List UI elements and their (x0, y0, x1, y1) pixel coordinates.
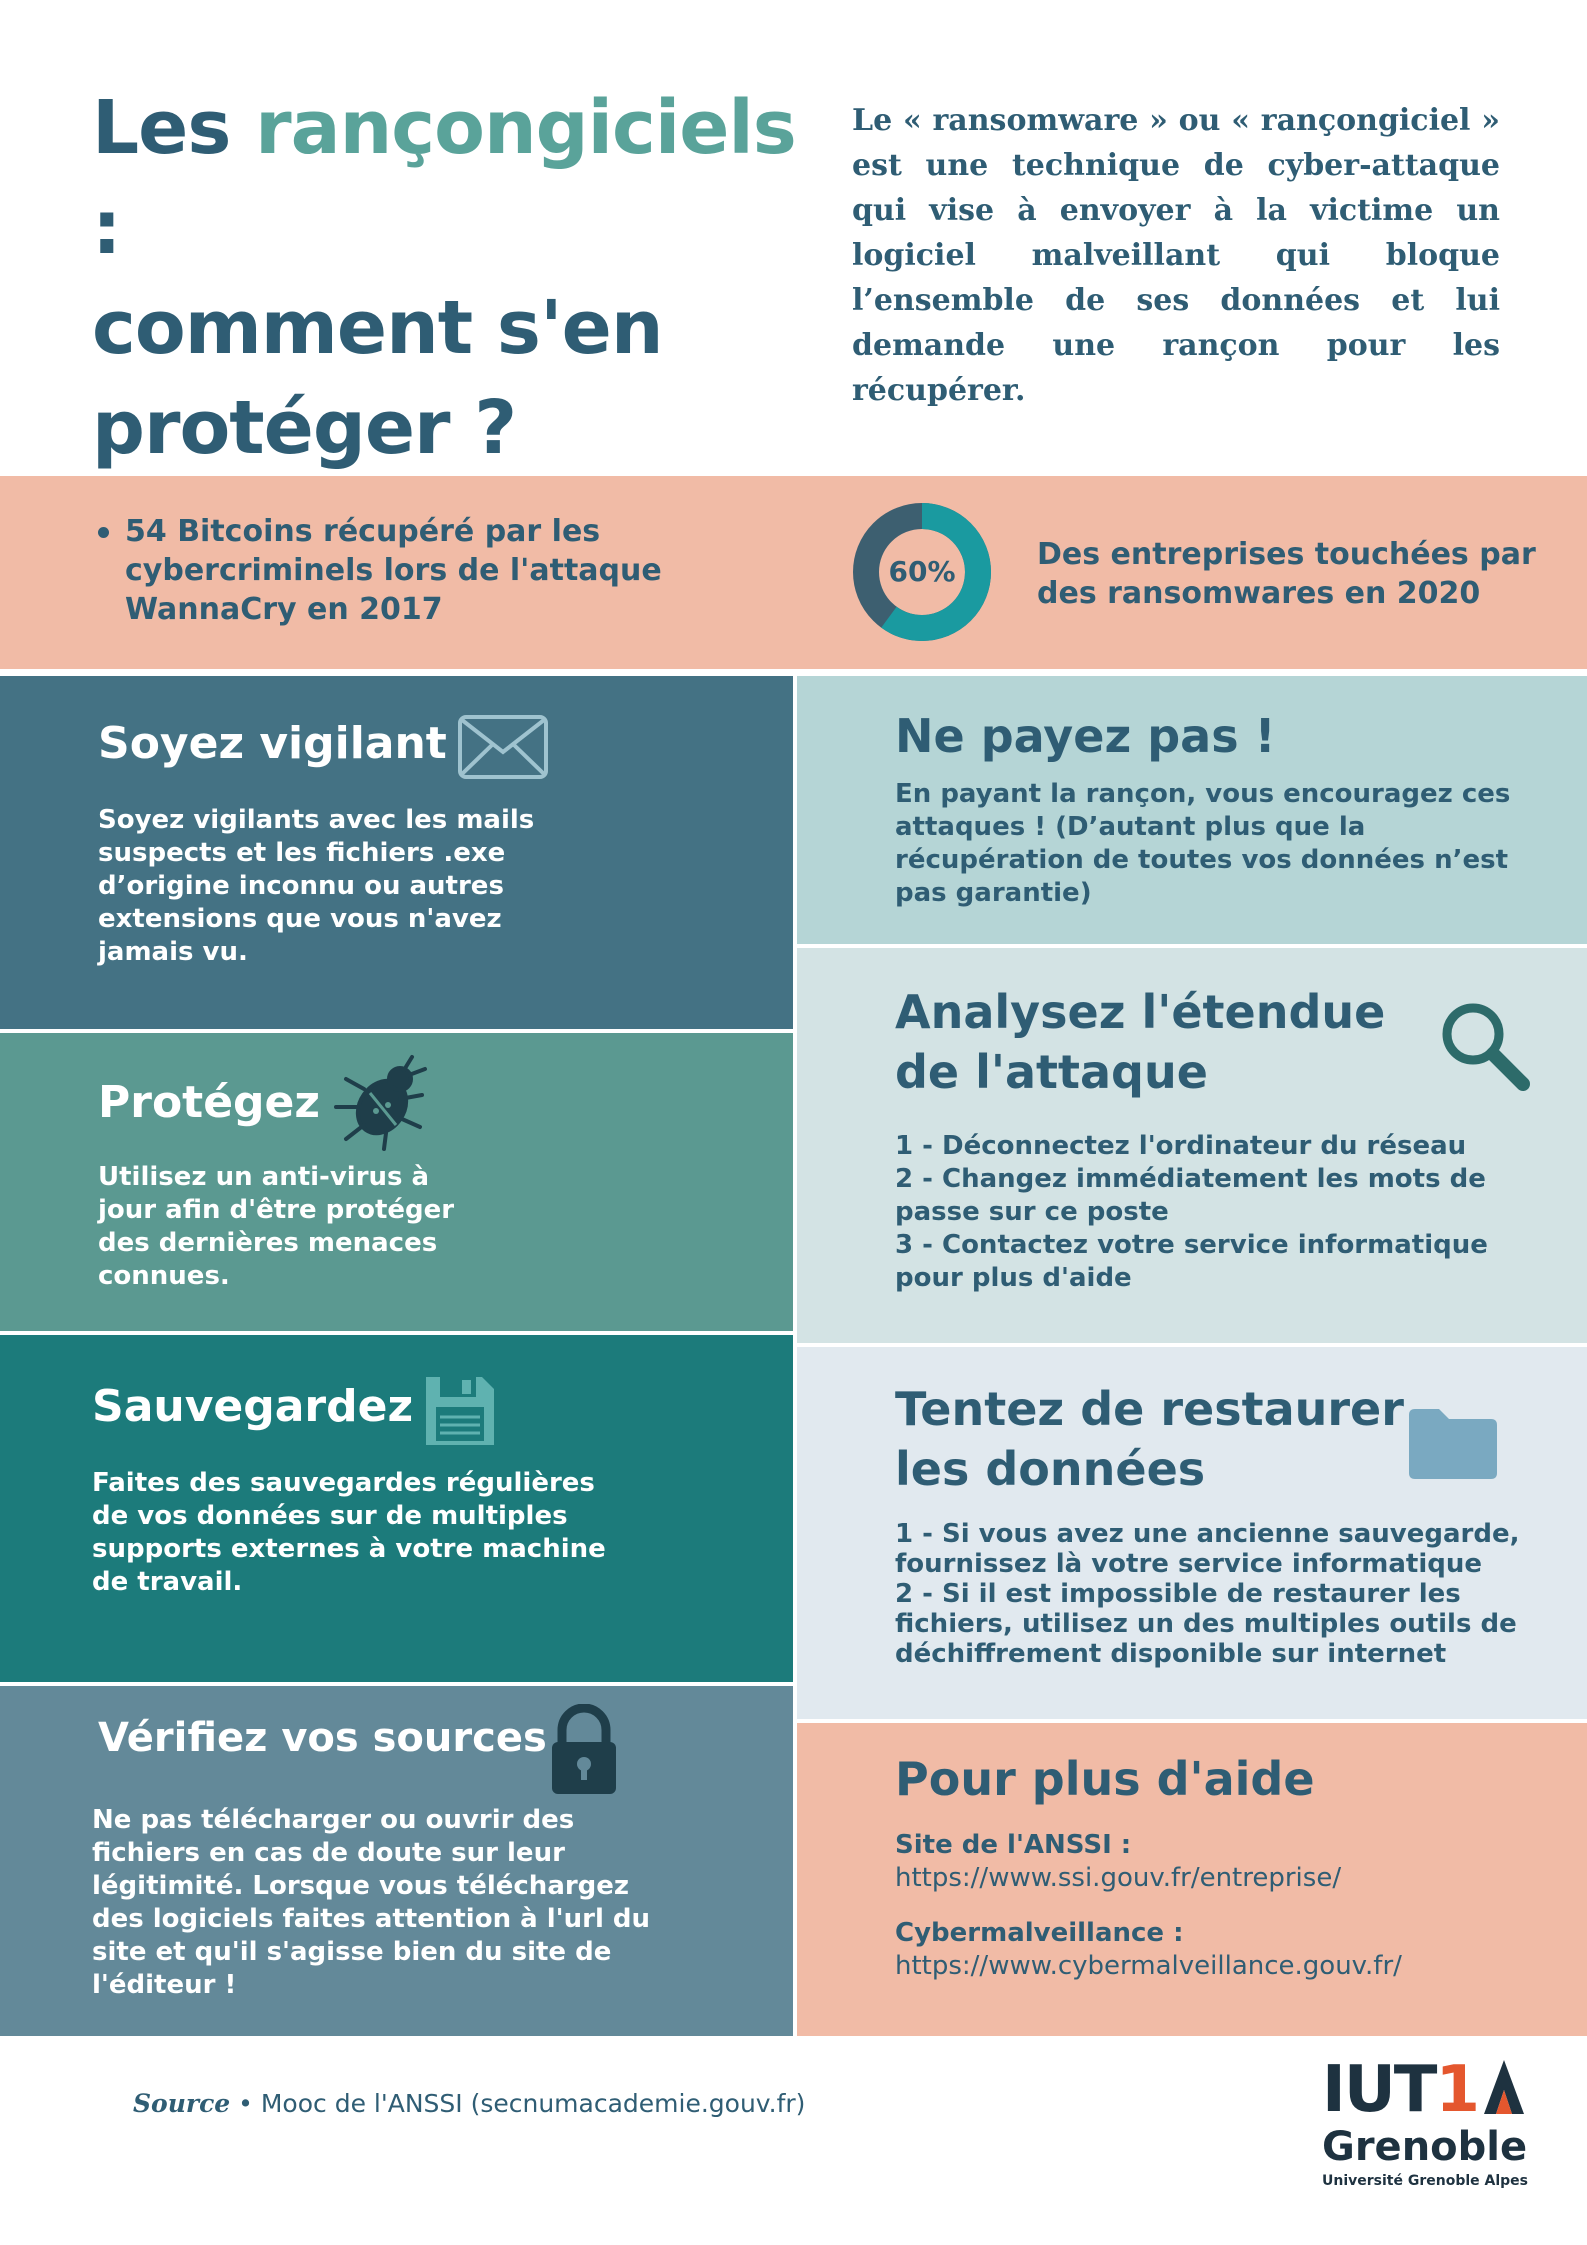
tile-text: Ne pas télécharger ou ouvrir des fichiers en cas de doute sur leur légitimité. Lorsque vous téléchargez des logiciels faites attention à l'url du site et qu'il s'agisse bien du site de l'éditeur ! (92, 1805, 651, 2000)
tile-payez (797, 676, 1587, 944)
cybermalveillance-link[interactable]: https://www.cybermalveillance.gouv.fr/ (895, 1951, 1402, 1981)
step-item: 1 - Déconnectez l'ordinateur du réseau (895, 1131, 1467, 1161)
step-item: 2 - Si il est impossible de restaurer les fichiers, utilisez un des multiples outils de déchiffrement disponible sur internet (895, 1579, 1517, 1669)
tile-analysez (797, 948, 1587, 1343)
bitcoin-stat: 54 Bitcoins récupéré par les cybercriminels lors de l'attaque WannaCry en 2017 (125, 512, 685, 629)
title-accent: rançongiciels (255, 85, 796, 171)
tile-title: Protégez (98, 1077, 320, 1128)
tile-title: Analysez l'étendue de l'attaque (895, 985, 1386, 1099)
tile-title: Ne payez pas ! (895, 709, 1276, 763)
tile-protegez (0, 1033, 793, 1331)
step-item: 3 - Contactez votre service informatique pour plus d'aide (895, 1230, 1488, 1293)
tile-title: Soyez vigilant (98, 718, 447, 769)
padlock-icon (548, 1704, 620, 1796)
tile-tentez (797, 1347, 1587, 1719)
bullet-dot (98, 527, 109, 538)
percent-stat: Des entreprises touchées par des ransomwares en 2020 (1037, 537, 1536, 611)
tile-aide (797, 1723, 1587, 2036)
floppy-disk-icon (422, 1373, 498, 1449)
tile-text: Faites des sauvegardes régulières de vos données sur de multiples supports externes à votre machine de travail. (92, 1468, 606, 1597)
source-text: Mooc de l'ANSSI (secnumacademie.gouv.fr) (260, 2089, 806, 2118)
page-title: Les rançongiciels : comment s'en protéger ? (92, 85, 796, 471)
tile-title: Pour plus d'aide (895, 1752, 1315, 1806)
tile-verifiez (0, 1686, 793, 2036)
bug-icon (330, 1053, 430, 1153)
tile-text: Soyez vigilants avec les mails suspects et les fichiers .exe d’origine inconnu ou autres extensions que vous n'avez jamais vu. (98, 805, 535, 967)
step-item: 2 - Changez immédiatement les mots de passe sur ce poste (895, 1164, 1486, 1227)
logo-city: Grenoble (1322, 2124, 1528, 2170)
donut-label: 60% (888, 555, 956, 588)
source-label: Source (133, 2089, 231, 2118)
envelope-icon (457, 714, 549, 780)
logo-triangle-icon (1482, 2058, 1526, 2116)
magnifier-icon (1437, 998, 1533, 1094)
help-links (895, 1829, 1575, 1983)
tile-sauvegardez (0, 1335, 793, 1682)
tile-text: En payant la rançon, vous encouragez ces attaques ! (D’autant plus que la récupération de toutes vos données n’est pas garantie) (895, 779, 1511, 908)
tile-title: Tentez de restaurer les données (895, 1382, 1404, 1496)
tile-title: Sauvegardez (92, 1381, 414, 1432)
anssi-label: Site de l'ANSSI : (895, 1830, 1132, 1860)
tile-text: Utilisez un anti-virus à jour afin d'être protéger des dernières menaces connues. (98, 1162, 455, 1291)
anssi-link[interactable]: https://www.ssi.gouv.fr/entreprise/ (895, 1863, 1342, 1893)
steps-list (895, 1130, 1555, 1295)
tile-title: Vérifiez vos sources (98, 1715, 547, 1761)
cybermalveillance-label: Cybermalveillance : (895, 1918, 1184, 1948)
step-item: 1 - Si vous avez une ancienne sauvegarde, fournissez là votre service informatique (895, 1519, 1520, 1579)
intro-paragraph: Le « ransomware » ou « rançongiciel » est une technique de cyber-attaque qui vise à envoyer à la victime un logiciel malveillant qui bloque l’ensemble de ses données et lui demande une rançon pour les récupérer. (852, 103, 1500, 408)
steps-list (895, 1519, 1565, 1669)
logo-university: Université Grenoble Alpes (1322, 2173, 1529, 2189)
iut-logo: IUT1 (1322, 2053, 1478, 2127)
tile-vigilant (0, 676, 793, 1029)
source-credit: Source • Mooc de l'ANSSI (secnumacademie.gouv.fr) (133, 2089, 806, 2118)
folder-icon (1405, 1405, 1499, 1481)
